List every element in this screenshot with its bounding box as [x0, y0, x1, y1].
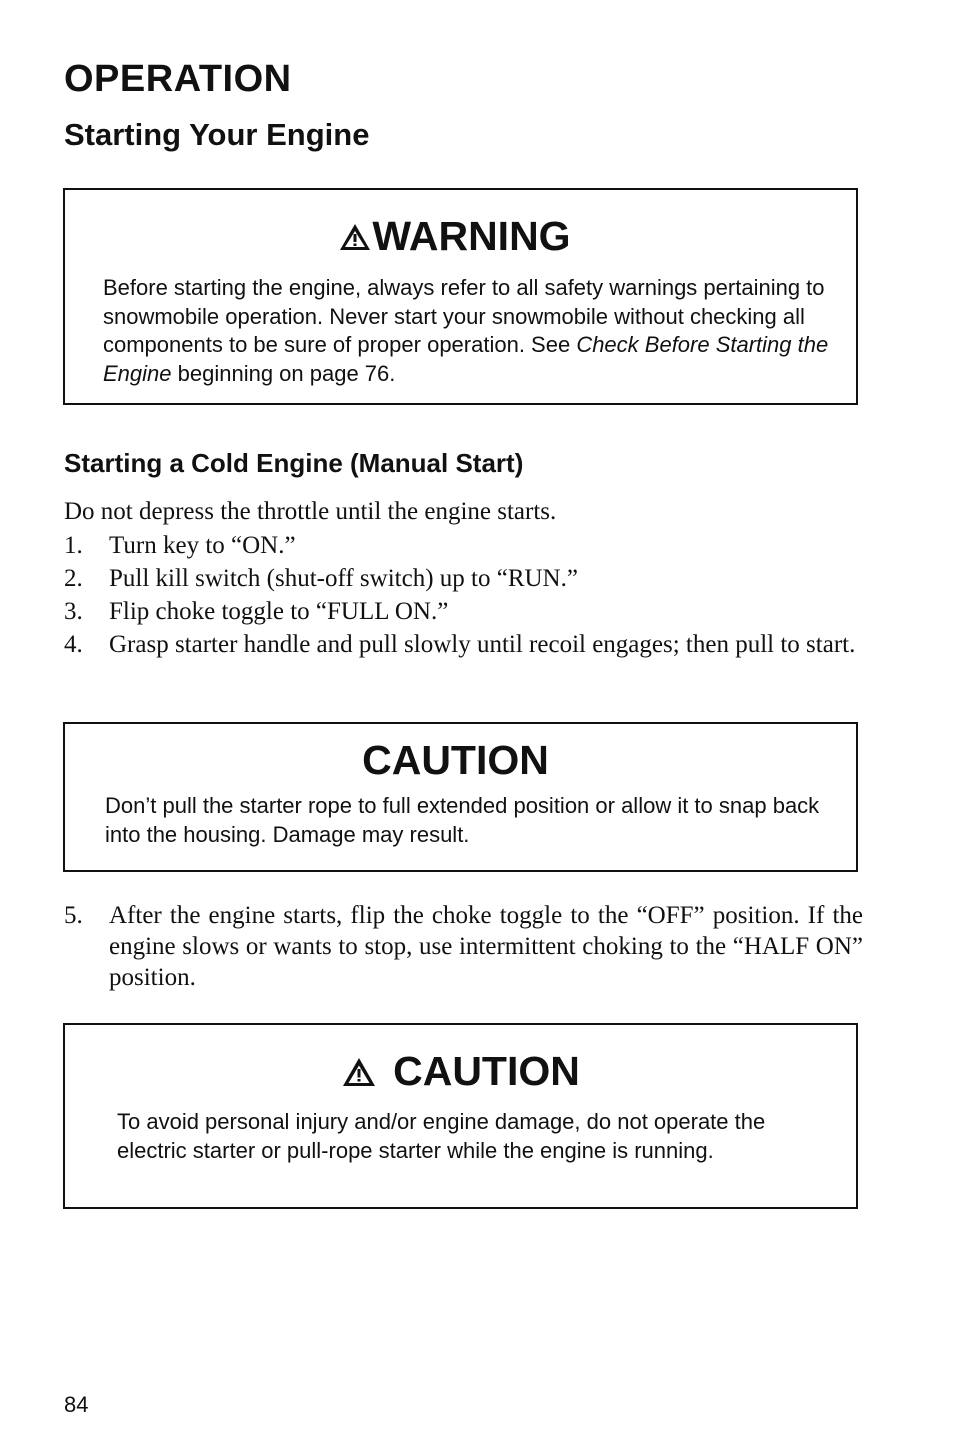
- step-text: Grasp starter handle and pull slowly until recoil engages; then pull to start.: [109, 631, 856, 658]
- list-item: [64, 629, 863, 660]
- list-item: [64, 596, 863, 627]
- warning-text-before: Before starting the engine, always refer to all safety warnings pertaining to snowmobile operation. Never start your snowmobile without checking all components to be sure of proper operation. See: [103, 275, 825, 357]
- section-title: OPERATION: [64, 58, 292, 100]
- warning-text-reference: Check Before Starting the Engine: [103, 332, 829, 386]
- list-item: [64, 900, 863, 993]
- warning-title-text: WARNING: [372, 213, 571, 259]
- page-number: 84: [64, 1392, 89, 1417]
- list-item: [64, 530, 863, 561]
- caution-box-with-icon: [63, 1023, 858, 1209]
- caution-title: [65, 1048, 856, 1094]
- warning-text-after: beginning on page 76.: [171, 360, 396, 386]
- step-number: 3.: [64, 598, 83, 625]
- caution-box: [63, 722, 858, 872]
- step-number: 2.: [64, 565, 83, 592]
- step-number: 4.: [64, 631, 83, 658]
- steps-list: [64, 530, 863, 662]
- caution-title-text: CAUTION: [393, 1048, 580, 1094]
- warning-triangle-icon: [341, 1056, 377, 1088]
- caution-title: CAUTION: [362, 737, 549, 783]
- page-subtitle: Starting Your Engine: [64, 117, 370, 152]
- step-text: Turn key to “ON.”: [109, 532, 296, 559]
- manual-start-heading: Starting a Cold Engine (Manual Start): [64, 448, 524, 478]
- intro-text: Do not depress the throttle until the engine starts.: [64, 498, 557, 525]
- step-text: Flip choke toggle to “FULL ON.”: [109, 598, 449, 625]
- warning-box: [63, 188, 858, 405]
- warning-title: [53, 213, 856, 259]
- list-item: [64, 563, 863, 594]
- caution-text: To avoid personal injury and/or engine damage, do not operate the electric starter or pull-rope starter while the engine is running.: [117, 1109, 766, 1163]
- steps-list-continued: [64, 900, 863, 995]
- caution-text: Don’t pull the starter rope to full extended position or allow it to snap back into the housing. Damage may result.: [105, 793, 820, 847]
- step-number: 1.: [64, 532, 83, 559]
- step-number: 5.: [64, 902, 83, 929]
- step-text: Pull kill switch (shut-off switch) up to “RUN.”: [109, 565, 578, 592]
- warning-text: [103, 274, 853, 388]
- step-text: After the engine starts, flip the choke toggle to the “OFF” position. If the engine slows or wants to stop, use intermittent choking to the “HALF ON” position.: [109, 902, 863, 991]
- warning-triangle-icon: [338, 222, 372, 252]
